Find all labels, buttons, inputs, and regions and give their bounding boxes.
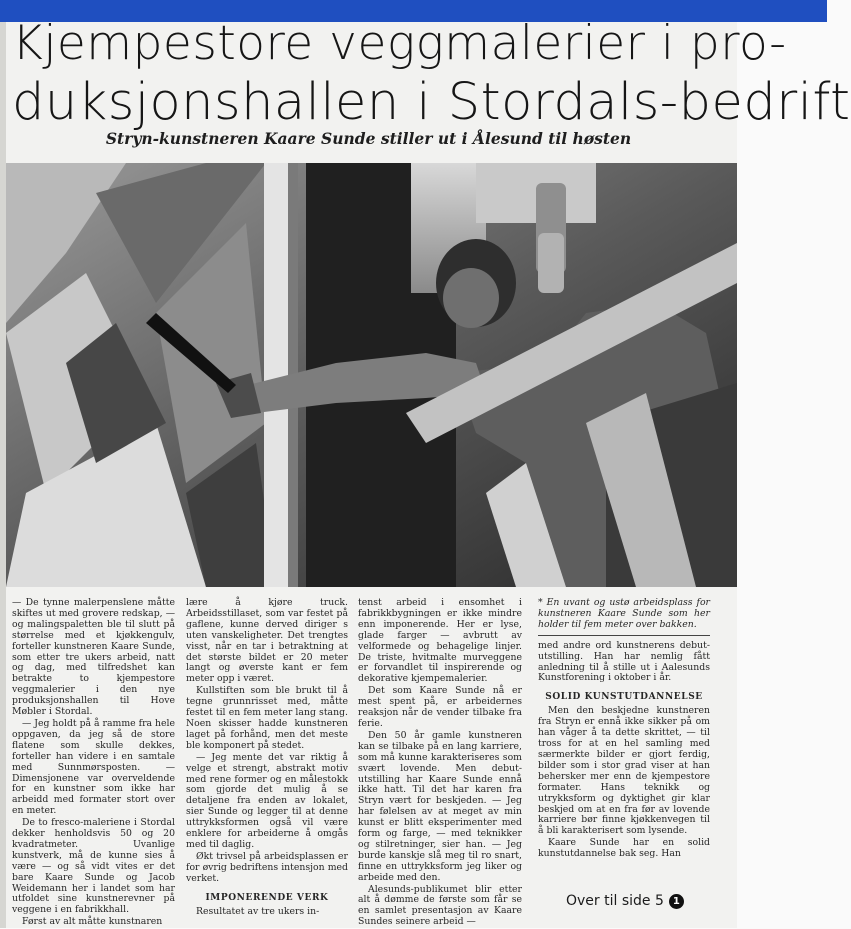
paragraph: — De tynne malerpenslene måtte skiftes ut med grovere redskap, — og malingspaletten ble til slutt på størrelse med et kjøkkengulv, forteller kunstneren Kaare Sunde, som etter tre ukers arbeid, natt og dag, med tilfredshet kan betrakte to kjempestore veggmalerier i den nye produksjonshallen til Hove Møbler i Stordal. [12,597,175,718]
section-heading-imponerende-verk: IMPONERENDE VERK [205,892,329,903]
subheadline: Stryn-kunstneren Kaare Sunde stiller ut i Ålesund til høsten [105,129,632,148]
text-column-2 [186,598,348,918]
photo-artist-painting-mural [6,163,737,587]
text-column-3 [358,598,522,929]
paragraph: Resultatet av tre ukers in- [196,905,320,917]
section-heading-solid-kunstutdannelse: SOLID KUNSTUTDANNELSE [545,692,703,703]
photo-caption: * En uvant og ustø arbeidsplass for kunstneren Kaare Sunde som her holder til fem meter over bakken. [538,597,710,630]
page-number-badge: 1 [669,894,684,909]
headline-line-1: Kjempestore veggmalerier i pro- [12,16,787,71]
text-column-1 [12,598,175,929]
paragraph: Alesunds-publikumet blir etter alt å dømme de første som får se en samlet presentasjon av Kaare Sundes seinere arbeid — [358,883,522,928]
continued-on-page [566,893,684,909]
paragraph: Men den beskjedne kunstneren fra Stryn er ennå ikke sikker på om han våger å ta dette skrittet, — til tross for at en hel samling med særmerkte bilder er gjort ferdig, bilder som i stor grad viser at han behersker mer enn de kjempestore formater. Hans teknikk og utrykksform og dyktighet gir klar beskjed om at en fra før av lovende karriere bør finne kjøkkenvegen til å bli karakterisert som lysende. [538,705,710,837]
paragraph: — Jeg holdt på å ramme fra hele oppgaven, da jeg så de store flatene som skulle dekkes, forteller han videre i en samtale med Sunnmørsposten. — Dimensjonene var overveldende for en kunstner som ikke har arbeidd med formater stort over en meter. [12,717,175,817]
paragraph: Den 50 år gamle kunstneren kan se tilbake på en lang karriere, som må kunne karakteriseres som svært lovende. Men debut-utstilling har Kaare Sunde ennå ikke hatt. Til det har karen fra Stryn vært for beskjeden. — Jeg har følelsen av at meget av min kunst er blitt eksperimenter med form og farge, — med teknikker og stilretninger, sier han. — Jeg burde kanskje slå meg til ro snart, finne en uttrykksform jeg liker og arbeide med den. [358,729,522,883]
newspaper-clipping [0,16,851,928]
paragraph: lære å kjøre truck. Arbeidsstillaset, som var festet på gaflene, kunne derved diriger s uten vanskeligheter. Det trengtes visst, når en tar i betraktning at det største bildet er 20 meter langt og øverste kant er fem meter opp i været. [186,597,348,685]
article-photo [6,163,737,587]
paragraph: — Jeg mente det var riktig å velge et strengt, abstrakt motiv med rene former og en målestokk som gjorde det mulig å se detaljene fra enden av lokalet, sier Sunde og legger til at denne uttrykksformen også vil være enklere for arbeiderne å omgås med til daglig. [186,751,348,850]
paragraph: De to fresco-maleriene i Stordal dekker henholdsvis 50 og 20 kvadratmeter. Uvanlige kunstverk, må de kunne sies å være — og så vidt vites er det bare Kaare Sunde og Jacob Weidemann her i landet som har utfoldet sine kunstnerevner på veggene i en fabrikkhall. [12,817,175,916]
paragraph: Først av alt måtte kunstnaren [22,916,163,928]
paragraph: med andre ord kunstnerens debut-utstilling. Han har nemlig fått anledning til å stille ut i Aalesunds Kunstforening i oktober i år. [538,639,710,684]
paragraph: Kaare Sunde har en solid kunstutdannelse bak seg. Han [538,837,710,860]
paragraph: Det som Kaare Sunde nå er mest spent på, er arbeidernes reaksjon når de vender tilbake fra ferie. [358,685,522,729]
continued-text: Over til side 5 [566,893,664,909]
text-column-4 [538,598,710,861]
headline-line-2: duksjonshallen i Stordals-bedrift [12,73,851,132]
paragraph: tenst arbeid i ensomhet i fabrikkbygningen er ikke mindre enn imponerende. Her er lyse, glade farger — avbrutt av velformede og behagelige linjer. De triste, hvitmalte murveggene er forvandlet til inspirerende og dekorative kjempemalerier. [358,597,522,685]
caption-divider [538,635,710,636]
paragraph: Økt trivsel på arbeidsplassen er for øvrig bedriftens intensjon med verket. [186,850,348,884]
paragraph: Kullstiften som ble brukt til å tegne grunnrisset med, måtte festet til en fem meter lang stang. Noen skisser hadde kunstneren laget på forhånd, men det meste ble komponert på stedet. [186,685,348,751]
